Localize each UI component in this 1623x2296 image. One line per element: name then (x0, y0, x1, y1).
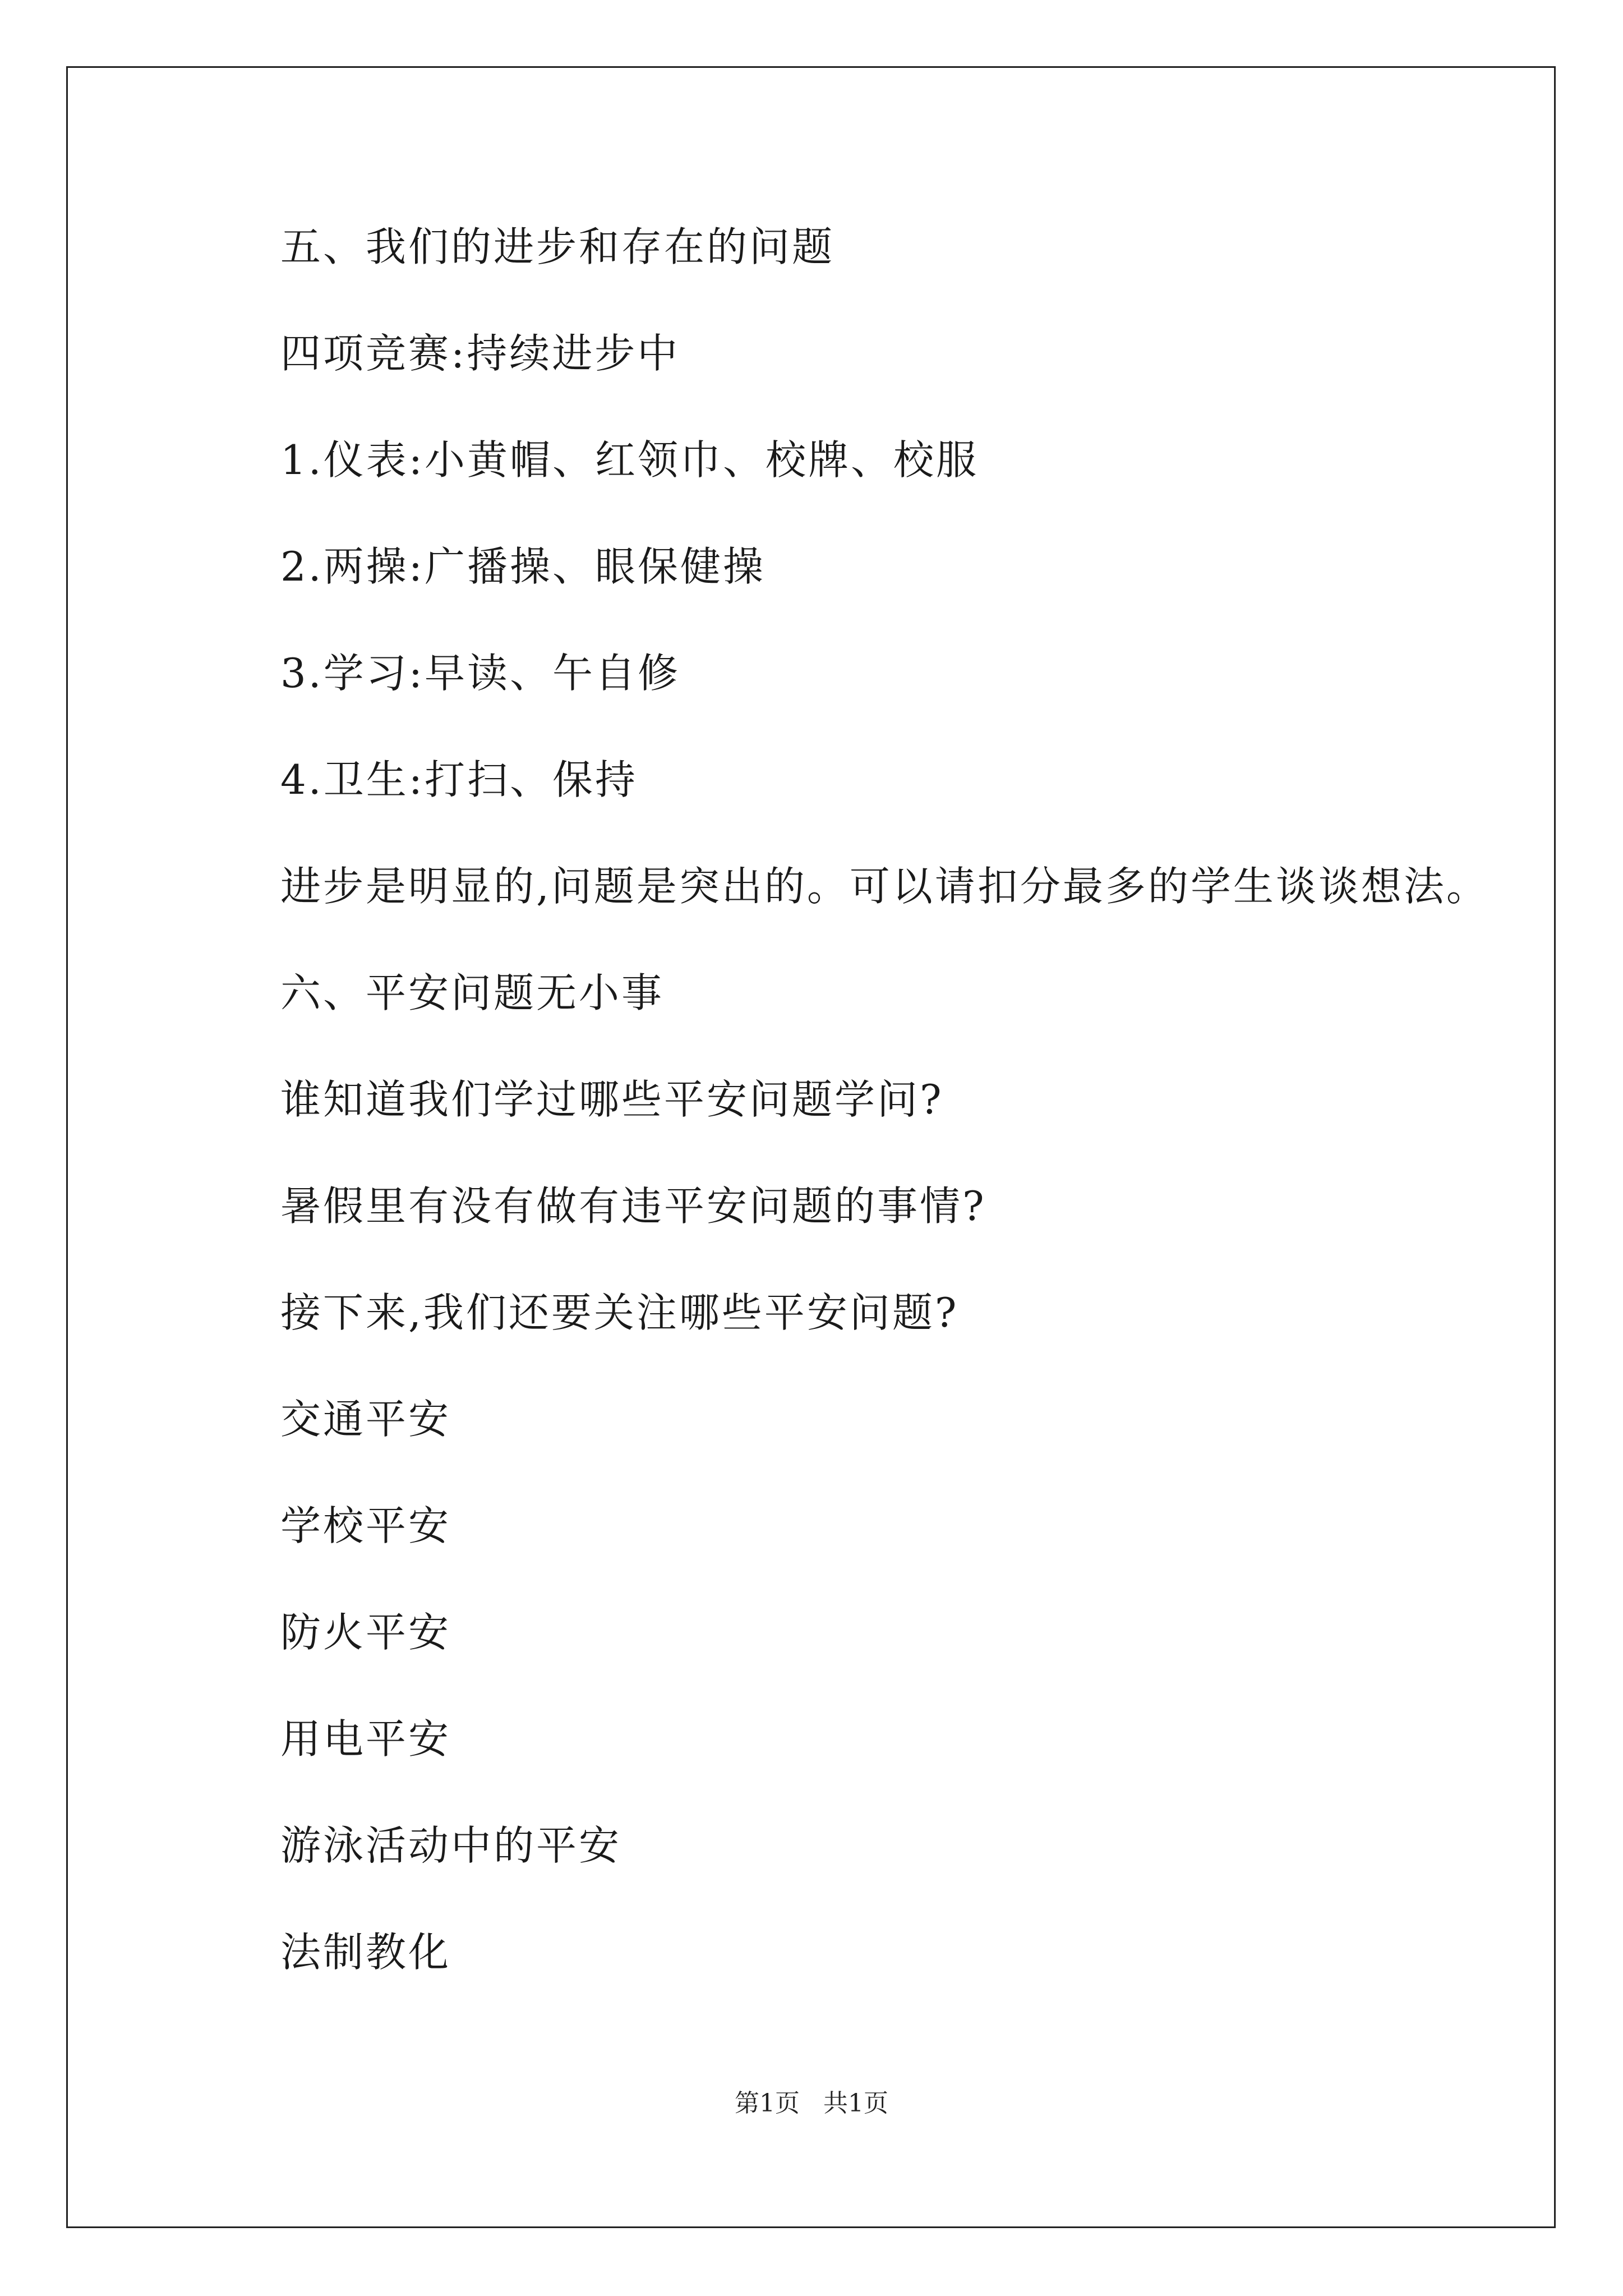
list-item: 2.两操:广播操、眼保健操 (280, 543, 766, 590)
paragraph-line: 进步是明显的,问题是突出的。可以请扣分最多的学生谈谈想法。 (280, 863, 1489, 910)
list-item: 用电平安 (280, 1715, 451, 1763)
page-number-total: 共1页 (823, 2089, 888, 2118)
section-heading-5: 五、我们的进步和存在的问题 (280, 223, 835, 270)
list-item: 学校平安 (280, 1502, 451, 1549)
paragraph-line: 暑假里有没有做有违平安问题的事情? (280, 1182, 986, 1230)
list-item: 法制教化 (280, 1929, 451, 1976)
page-number-current: 第1页 (735, 2089, 800, 2118)
paragraph-line: 谁知道我们学过哪些平安问题学问? (280, 1076, 944, 1123)
list-item: 3.学习:早读、午自修 (280, 650, 680, 697)
section-heading-6: 六、平安问题无小事 (280, 969, 665, 1016)
list-item: 4.卫生:打扫、保持 (280, 756, 638, 803)
paragraph-line: 四项竞赛:持续进步中 (280, 330, 680, 377)
list-item: 交通平安 (280, 1396, 451, 1443)
list-item: 游泳活动中的平安 (280, 1822, 622, 1869)
document-body (280, 222, 1514, 2033)
page-footer (0, 2088, 1623, 2119)
list-item: 防火平安 (280, 1609, 451, 1656)
list-item: 1.仪表:小黄帽、红领巾、校牌、校服 (280, 436, 979, 484)
paragraph-line: 接下来,我们还要关注哪些平安问题? (280, 1289, 959, 1336)
